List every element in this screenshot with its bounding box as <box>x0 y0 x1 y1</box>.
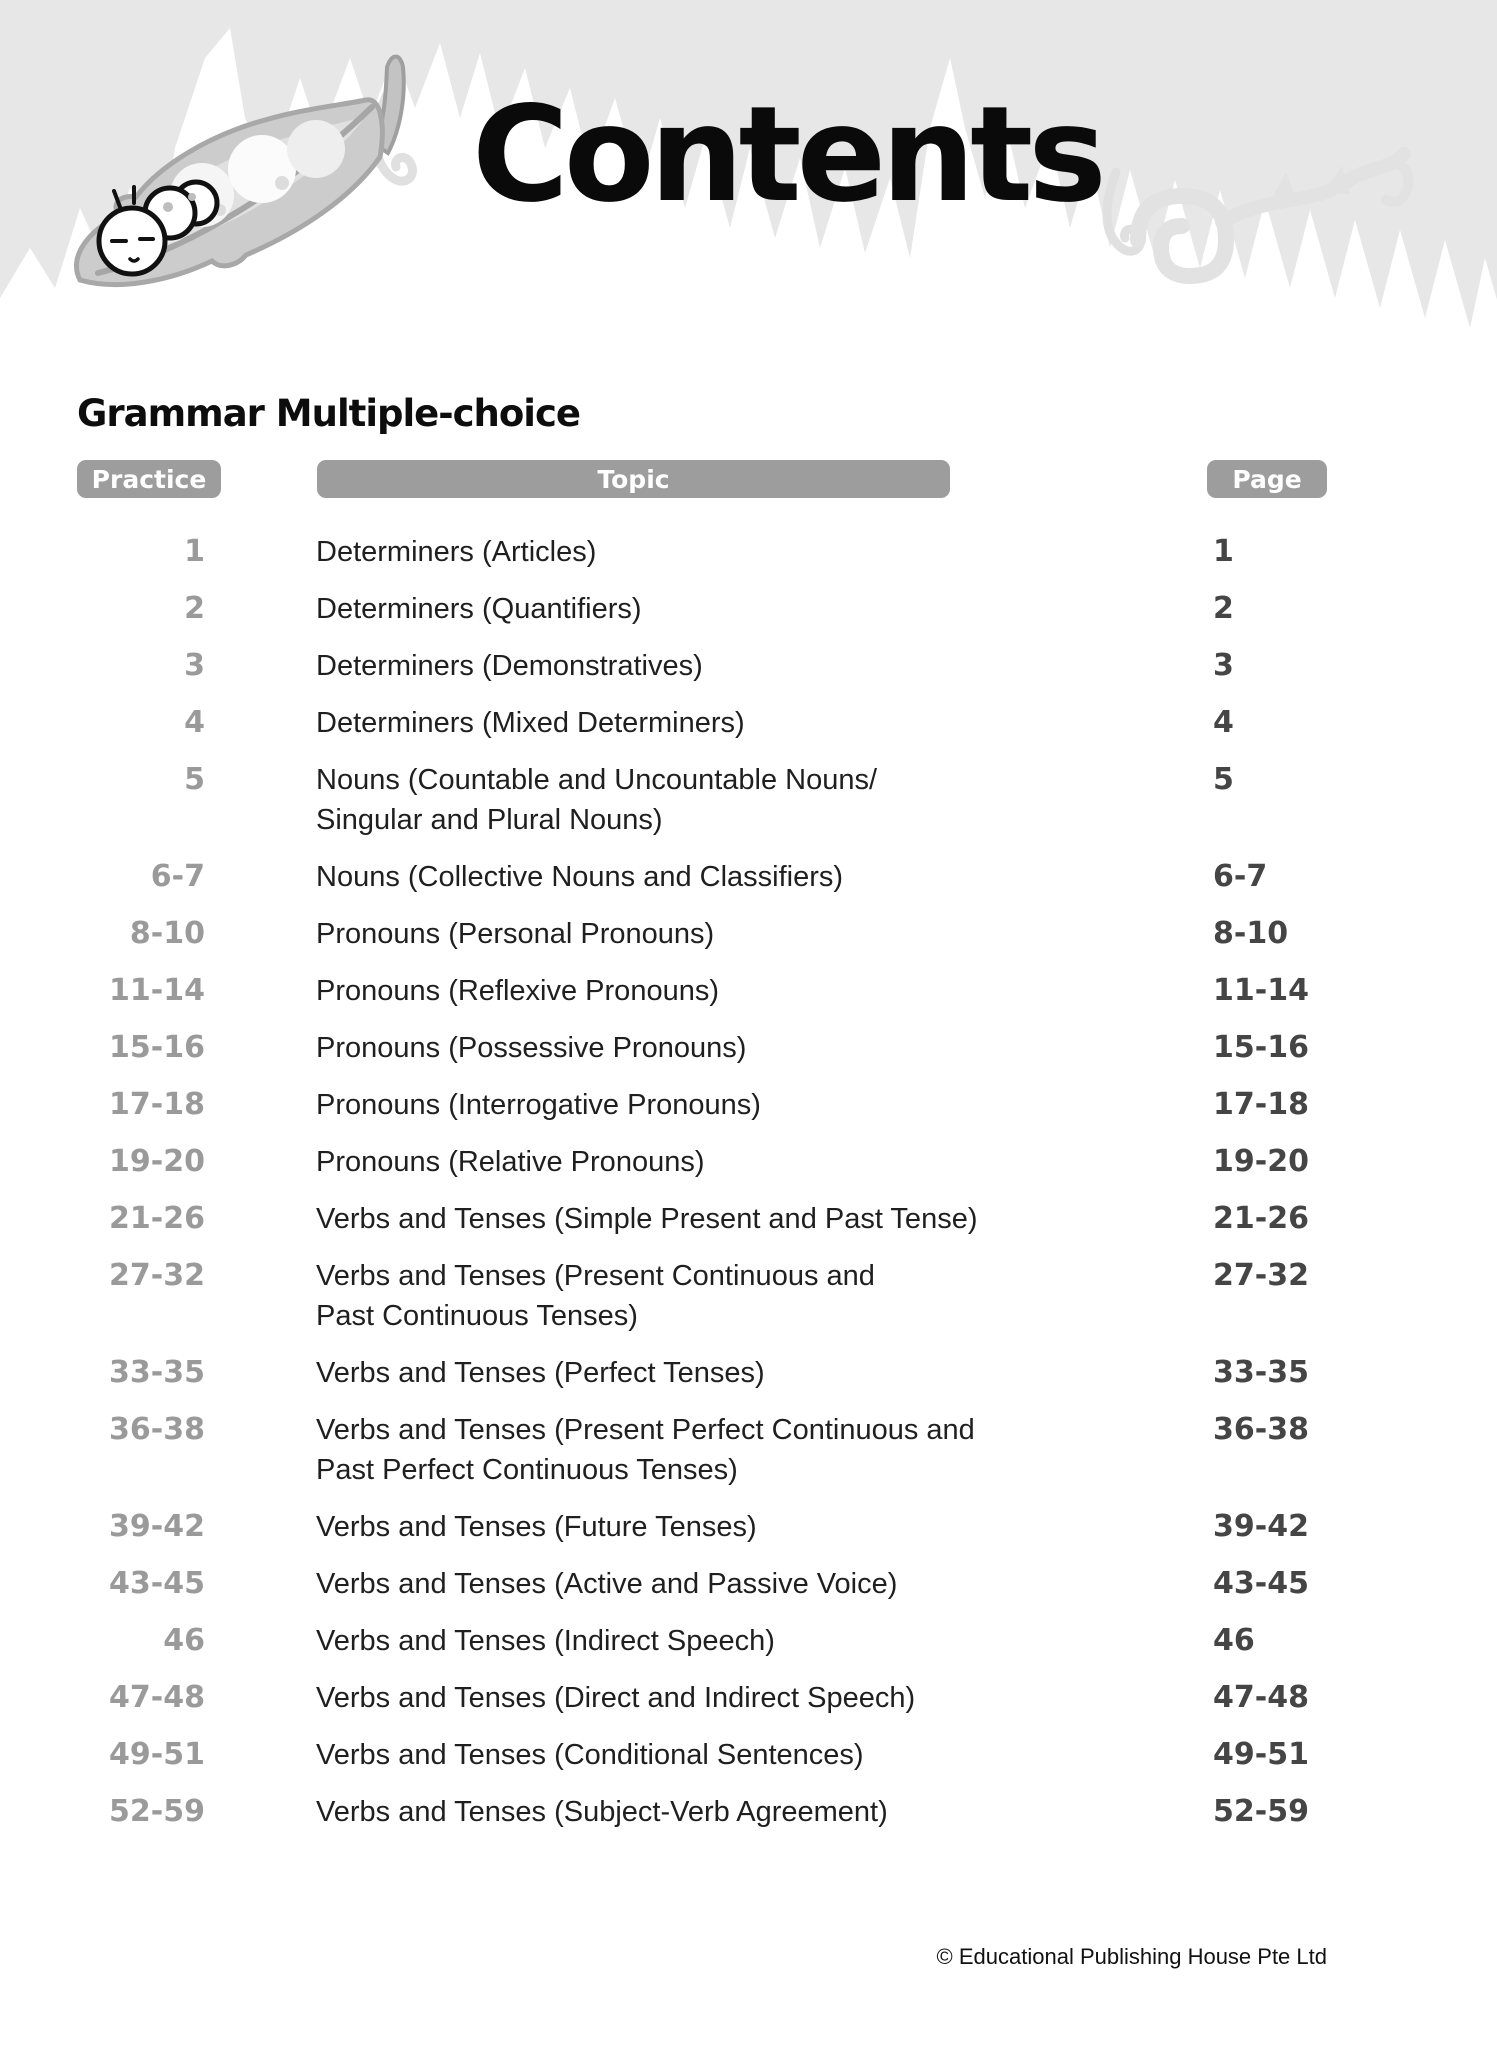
table-row <box>0 857 1497 897</box>
page-number: 46 <box>1213 1623 1255 1658</box>
page-number: 1 <box>1213 534 1234 569</box>
page-number: 39-42 <box>1213 1509 1309 1544</box>
page-number: 17-18 <box>1213 1087 1309 1122</box>
practice-number: 19-20 <box>109 1144 205 1179</box>
page-number: 5 <box>1213 762 1234 797</box>
topic-text: Verbs and Tenses (Direct and Indirect Speech) <box>316 1682 916 1714</box>
page-number: 3 <box>1213 648 1234 683</box>
table-row <box>0 914 1497 954</box>
topic-text: Verbs and Tenses (Active and Passive Voice) <box>316 1568 898 1600</box>
practice-number: 4 <box>184 705 205 740</box>
pea <box>287 120 345 178</box>
practice-number: 5 <box>184 762 205 797</box>
page-number: 15-16 <box>1213 1030 1309 1065</box>
table-rows <box>0 532 1497 1849</box>
topic-text: Verbs and Tenses (Present Continuous and Past Continuous Tenses) <box>316 1260 875 1332</box>
page-number: 27-32 <box>1213 1258 1309 1293</box>
curly-vine-flourish <box>1100 110 1430 340</box>
caterpillar-on-leaf-illustration <box>50 45 430 305</box>
table-row <box>0 971 1497 1011</box>
page-number: 8-10 <box>1213 916 1289 951</box>
table-row <box>0 1678 1497 1718</box>
table-row <box>0 1621 1497 1661</box>
topic-text: Verbs and Tenses (Indirect Speech) <box>316 1625 775 1657</box>
practice-number: 27-32 <box>109 1258 205 1293</box>
practice-number: 52-59 <box>109 1794 205 1829</box>
page-number: 52-59 <box>1213 1794 1309 1829</box>
caterpillar-mouth <box>130 259 138 261</box>
table-row <box>0 1028 1497 1068</box>
page-title: Contents <box>472 78 1102 232</box>
page-number: 36-38 <box>1213 1412 1309 1447</box>
practice-number: 39-42 <box>109 1509 205 1544</box>
table-row <box>0 1792 1497 1832</box>
topic-text: Determiners (Demonstratives) <box>316 650 703 682</box>
table-row <box>0 1564 1497 1604</box>
table-row <box>0 1085 1497 1125</box>
topic-text: Verbs and Tenses (Perfect Tenses) <box>316 1357 765 1389</box>
topic-text: Verbs and Tenses (Subject-Verb Agreement) <box>316 1796 888 1828</box>
practice-number: 2 <box>184 591 205 626</box>
topic-text: Pronouns (Reflexive Pronouns) <box>316 975 719 1007</box>
topic-text: Verbs and Tenses (Present Perfect Continuous and Past Perfect Continuous Tenses) <box>316 1414 975 1486</box>
topic-text: Verbs and Tenses (Future Tenses) <box>316 1511 757 1543</box>
practice-number: 3 <box>184 648 205 683</box>
topic-text: Verbs and Tenses (Conditional Sentences) <box>316 1739 864 1771</box>
table-row <box>0 1142 1497 1182</box>
practice-number: 36-38 <box>109 1412 205 1447</box>
table-row <box>0 1735 1497 1775</box>
page-number: 4 <box>1213 705 1234 740</box>
practice-number: 47-48 <box>109 1680 205 1715</box>
page-number: 11-14 <box>1213 973 1309 1008</box>
table-row <box>0 1353 1497 1393</box>
practice-number: 6-7 <box>150 859 205 894</box>
section-heading: Grammar Multiple-choice <box>77 392 581 435</box>
practice-number: 17-18 <box>109 1087 205 1122</box>
practice-number: 11-14 <box>109 973 205 1008</box>
table-row <box>0 532 1497 572</box>
page-number: 33-35 <box>1213 1355 1309 1390</box>
footer-copyright: © Educational Publishing House Pte Ltd <box>936 1944 1327 1969</box>
practice-number: 33-35 <box>109 1355 205 1390</box>
practice-number: 43-45 <box>109 1566 205 1601</box>
practice-number: 46 <box>163 1623 205 1658</box>
topic-text: Determiners (Articles) <box>316 536 597 568</box>
column-header-topic: Topic <box>317 460 950 498</box>
topic-text: Pronouns (Possessive Pronouns) <box>316 1032 747 1064</box>
page-number: 19-20 <box>1213 1144 1309 1179</box>
page-number: 21-26 <box>1213 1201 1309 1236</box>
table-row <box>0 1410 1497 1490</box>
topic-text: Verbs and Tenses (Simple Present and Past Tense) <box>316 1203 978 1235</box>
topic-text: Nouns (Countable and Uncountable Nouns/ Singular and Plural Nouns) <box>316 764 878 836</box>
topic-text: Pronouns (Relative Pronouns) <box>316 1146 705 1178</box>
topic-text: Pronouns (Interrogative Pronouns) <box>316 1089 761 1121</box>
practice-number: 49-51 <box>109 1737 205 1772</box>
table-row <box>0 703 1497 743</box>
page-number: 2 <box>1213 591 1234 626</box>
column-header-page: Page <box>1207 460 1327 498</box>
column-header-practice: Practice <box>77 460 221 498</box>
table-row <box>0 589 1497 629</box>
table-row <box>0 646 1497 686</box>
caterpillar-head <box>99 208 165 274</box>
practice-number: 8-10 <box>129 916 205 951</box>
page-number: 47-48 <box>1213 1680 1309 1715</box>
practice-number: 15-16 <box>109 1030 205 1065</box>
topic-text: Determiners (Quantifiers) <box>316 593 642 625</box>
table-row <box>0 1507 1497 1547</box>
practice-number: 1 <box>184 534 205 569</box>
page-number: 43-45 <box>1213 1566 1309 1601</box>
table-row <box>0 1199 1497 1239</box>
topic-text: Determiners (Mixed Determiners) <box>316 707 745 739</box>
topic-text: Pronouns (Personal Pronouns) <box>316 918 715 950</box>
practice-number: 21-26 <box>109 1201 205 1236</box>
page-number: 49-51 <box>1213 1737 1309 1772</box>
page-number: 6-7 <box>1213 859 1268 894</box>
topic-text: Nouns (Collective Nouns and Classifiers) <box>316 861 844 893</box>
table-row <box>0 1256 1497 1336</box>
table-row <box>0 760 1497 840</box>
pea <box>228 135 296 203</box>
